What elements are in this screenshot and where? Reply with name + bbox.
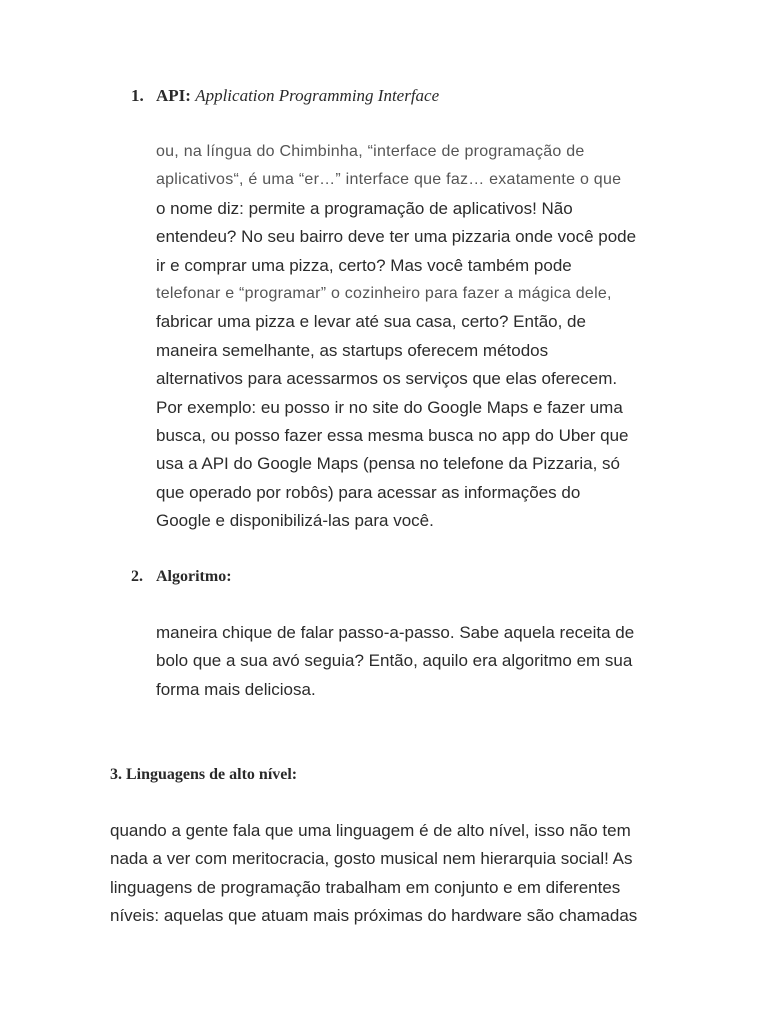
- paragraph-line: fabricar uma pizza e levar até sua casa, certo? Então, de: [156, 312, 586, 332]
- paragraph-line: telefonar e “programar” o cozinheiro para fazer a mágica dele,: [156, 284, 612, 302]
- paragraph-line: alternativos para acessarmos os serviços que elas oferecem.: [156, 369, 618, 389]
- paragraph-line: nada a ver com meritocracia, gosto musical nem hierarquia social! As: [110, 849, 633, 869]
- paragraph-line: busca, ou posso fazer essa mesma busca no app do Uber que: [156, 425, 629, 445]
- paragraph-line: forma mais deliciosa.: [156, 679, 316, 699]
- item-3-paragraph: [110, 817, 637, 931]
- paragraph-line: linguagens de programação trabalham em conjunto e em diferentes: [110, 877, 621, 897]
- paragraph-line: quando a gente fala que uma linguagem é de alto nível, isso não tem: [110, 821, 631, 840]
- paragraph-line: maneira semelhante, as startups oferecem métodos: [156, 340, 549, 360]
- item-1-paragraph: [156, 138, 636, 535]
- paragraph-line: níveis: aquelas que atuam mais próximas do hardware são chamadas: [110, 906, 638, 926]
- item-1-number: 1.: [131, 86, 144, 105]
- item-2-heading: [131, 568, 232, 586]
- item-1-term-expansion: Application Programming Interface: [195, 86, 440, 105]
- paragraph-line: que operado por robôs) para acessar as informações do: [156, 482, 581, 502]
- paragraph-line: ou, na língua do Chimbinha, “interface de programação de: [156, 143, 585, 160]
- item-3-heading: [110, 766, 297, 784]
- paragraph-line: Por exemplo: eu posso ir no site do Google Maps e fazer uma: [156, 397, 623, 417]
- item-2-term: Algoritmo:: [156, 568, 232, 585]
- item-1-heading: [131, 86, 439, 106]
- paragraph-line: o nome diz: permite a programação de aplicativos! Não: [156, 198, 573, 218]
- paragraph-line: aplicativos“, é uma “er…” interface que faz… exatamente o que: [156, 171, 622, 189]
- item-2-number: 2.: [131, 568, 143, 585]
- item-1-term: API:: [156, 86, 191, 105]
- paragraph-line: usa a API do Google Maps (pensa no telefone da Pizzaria, só: [156, 454, 621, 474]
- paragraph-line: ir e comprar uma pizza, certo? Mas você também pode: [156, 255, 572, 275]
- item-2-paragraph: [156, 619, 634, 704]
- item-3-heading-text: 3. Linguagens de alto nível:: [110, 766, 298, 783]
- paragraph-line: Google e disponibilizá-las para você.: [156, 511, 434, 531]
- paragraph-line: maneira chique de falar passo-a-passo. Sabe aquela receita de: [156, 623, 635, 642]
- paragraph-line: bolo que a sua avó seguia? Então, aquilo era algoritmo em sua: [156, 651, 633, 671]
- paragraph-line: entendeu? No seu bairro deve ter uma pizzaria onde você pode: [156, 227, 637, 247]
